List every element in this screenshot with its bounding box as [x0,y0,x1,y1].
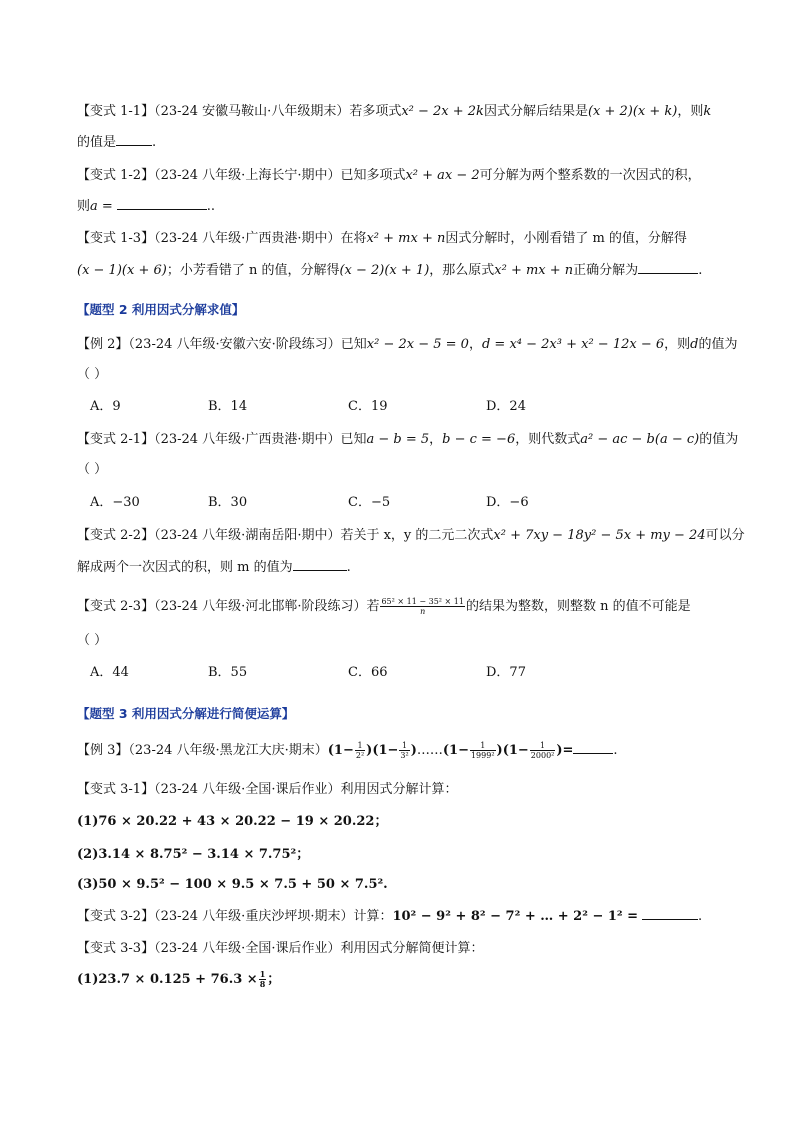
math-expression: a − b = 5 [366,432,430,447]
variant-1-3-line2 [77,261,727,280]
variant-2-2-line1 [77,527,745,545]
fraction-numerator: 1 [355,741,365,751]
variant-label: 【变式 2-2】 [77,528,155,543]
question-text: （23-24 八年级·全国·课后作业）利用因式分解计算： [154,782,458,797]
option-c[interactable]: C．−5 [348,495,391,510]
section-heading-2: 【题型 2 利用因式分解求值】 [77,302,245,317]
punctuation: ； [267,972,281,987]
fraction [380,597,465,616]
question-text: 正确分解为 [573,263,639,278]
fraction [355,741,365,760]
variant-2-2-line2 [77,558,727,577]
fraction-numerator: 1 [259,969,266,979]
variant-2-3-line1 [77,597,727,616]
variant-1-2-line1 [77,167,727,185]
period: . [152,135,157,150]
period: .. [206,199,216,214]
example-label: 【例 3】 [77,743,129,758]
question-text: 的值为 [698,337,738,352]
fraction-numerator: 1 [399,741,409,751]
question-text: （23-24 八年级·黑龙江大庆·期末） [128,743,328,758]
variant-1-2-line2 [77,197,727,216]
fraction [399,741,409,760]
fraction-numerator: 1 [530,741,556,751]
option-a[interactable]: A．44 [90,665,129,680]
variant-3-1-line1 [77,781,727,799]
math-expression: (x − 2)(x + 1) [339,263,430,278]
sub-question-3: (3)50 × 9.5² − 100 × 9.5 × 7.5 + 50 × 7.5². [77,877,388,892]
question-text: ；小芳看错了 n 的值，分解得 [166,263,340,278]
answer-blank[interactable] [573,741,613,754]
example-2-line1 [77,336,738,354]
math-expression: x² + mx + n [366,231,446,246]
question-text: 因式分解后结果是 [483,104,588,119]
question-text: （23-24 八年级·上海长宁·期中）已知多项式 [154,168,406,183]
math-expression: d = x⁴ − 2x³ + x² − 12x − 6 [481,337,665,352]
sub-question-2: (2)3.14 × 8.75² − 3.14 × 7.75²； [77,847,310,862]
math-expression: k [703,104,712,119]
ellipsis: …… [416,743,443,758]
question-text: 可分解为两个整系数的一次因式的积， [479,168,701,183]
answer-blank[interactable] [117,197,207,210]
section-heading-3: 【题型 3 利用因式分解进行简便运算】 [77,706,295,721]
math-expression: x² + ax − 2 [405,168,480,183]
question-text: （23-24 八年级·河北邯郸·阶段练习）若 [154,599,380,614]
question-text: 解成两个一次因式的积，则 m 的值为 [77,560,293,575]
variant-label: 【变式 3-2】 [77,909,155,924]
option-d[interactable]: D．77 [486,665,526,680]
example-label: 【例 2】 [77,337,129,352]
fraction-numerator: 65² × 11 − 35² × 11 [381,597,464,606]
option-a[interactable]: A．9 [90,399,121,414]
question-text: （23-24 八年级·广西贵港·期中）已知 [154,432,367,447]
math-expression: x² + mx + n [494,263,574,278]
variant-label: 【变式 3-1】 [77,782,155,797]
question-text: ，则 [677,104,704,119]
math-expression: (x − 1)(x + 6) [77,263,167,278]
question-text: ， [468,337,482,352]
math-expression: a = [90,199,113,214]
period: . [698,909,703,924]
variant-label: 【变式 1-2】 [77,168,155,183]
answer-blank[interactable] [116,133,152,146]
question-text: （23-24 八年级·重庆沙坪坝·期末）计算： [154,909,393,924]
option-b[interactable]: B．14 [208,399,248,414]
math-expression: 10² − 9² + 8² − 7² + … + 2² − 1² = [392,909,639,924]
question-text: 的值为 [699,432,739,447]
option-b[interactable]: B．30 [208,495,248,510]
variant-label: 【变式 3-3】 [77,941,155,956]
question-text: 可以分 [705,528,745,543]
example-3-line1: 【例 3】（23-24 八年级·黑龙江大庆·期末）(1− $\frac{1}{\text{2²}}$ )(1− $\frac{1}{\text{3²}}$ )……(1− $\frac{1}{\text{1999²}}$ )(1− $\frac{1}{\text{2000²}}$ )= . [77,741,618,760]
fraction [470,741,496,760]
question-text: （23-24 八年级·广西贵港·期中）在将 [154,231,367,246]
question-text: （23-24 八年级·安徽六安·阶段练习）已知 [128,337,367,352]
answer-parentheses: （ ） [77,367,108,382]
variant-1-1-line1 [77,103,727,121]
variant-1-1-line2 [77,133,727,152]
question-text: ， [429,432,443,447]
fraction-denominator: 3² [400,751,409,760]
question-text: （23-24 八年级·湖南岳阳·期中）若关于 x，y 的二元二次式 [154,528,494,543]
option-b[interactable]: B．55 [208,665,248,680]
fraction-denominator: 1999² [470,751,495,760]
math-expression: x² − 2x + 2k [401,104,484,119]
question-text: 的值是 [77,135,117,150]
question-text: （23-24 八年级·全国·课后作业）利用因式分解简便计算： [154,941,484,956]
question-text: 的结果为整数，则整数 n 的值不可能是 [465,599,691,614]
question-text: ，则 [664,337,691,352]
option-d[interactable]: D．24 [486,399,526,414]
math-expression: a² − ac − b(a − c) [580,432,700,447]
variant-2-1-line1 [77,431,739,449]
fraction-denominator: n [420,607,426,616]
option-d[interactable]: D．−6 [486,495,529,510]
question-text: 因式分解时，小刚看错了 m 的值，分解得 [445,231,687,246]
question-text: ，则代数式 [515,432,581,447]
sub-question-1: (1)76 × 20.22 + 43 × 20.22 − 19 × 20.22； [77,814,388,829]
period: . [346,560,351,575]
math-expression: d [690,337,699,352]
variant-label: 【变式 1-3】 [77,231,155,246]
answer-parentheses: （ ） [77,633,108,648]
sub-question-1 [77,970,727,989]
fraction-denominator: 8 [259,979,266,989]
option-a[interactable]: A．−30 [90,495,140,510]
math-expression: (x + 2)(x + k) [587,104,678,119]
variant-label: 【变式 2-1】 [77,432,155,447]
math-expression: b − c = −6 [442,432,516,447]
option-c[interactable]: C．19 [348,399,388,414]
fraction [530,741,556,760]
variant-1-3-line1 [77,230,727,248]
question-text: ，那么原式 [429,263,495,278]
answer-blank[interactable] [638,261,698,274]
fraction-denominator: 2000² [530,751,555,760]
period: . [698,263,703,278]
question-text: （23-24 安徽马鞍山·八年级期末）若多项式 [154,104,402,119]
variant-label: 【变式 2-3】 [77,599,155,614]
math-expression: x² + 7xy − 18y² − 5x + my − 24 [493,528,706,543]
period: . [613,743,618,758]
answer-blank[interactable] [642,907,698,920]
math-expression: x² − 2x − 5 = 0 [366,337,469,352]
option-c[interactable]: C．66 [348,665,388,680]
fraction-denominator: 2² [355,751,365,760]
fraction [259,970,267,989]
question-text: 则 [77,199,91,214]
math-expression: (1)23.7 × 0.125 + 76.3 × [77,972,258,987]
answer-parentheses: （ ） [77,462,108,477]
fraction-numerator: 1 [470,741,496,751]
variant-3-2-line1 [77,907,727,926]
variant-3-3-line1 [77,940,727,958]
answer-blank[interactable] [293,558,347,571]
variant-label: 【变式 1-1】 [77,104,155,119]
